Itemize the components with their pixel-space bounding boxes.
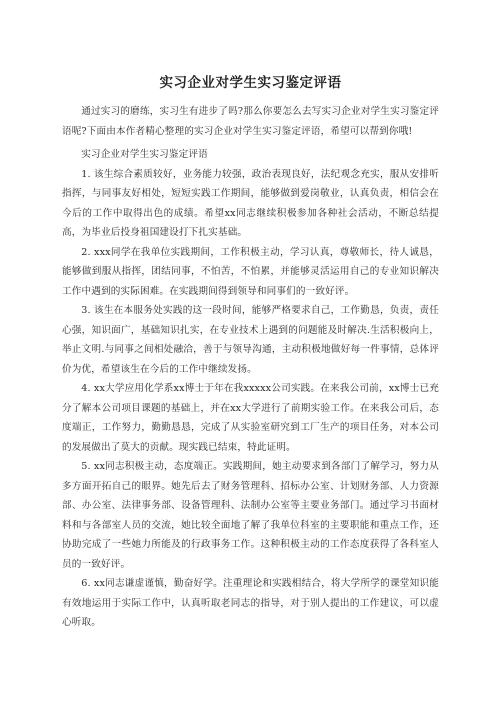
list-item: 5. xx同志积极主动，态度端正。实践期间，她主动要求到各部门了解学习，努力从多方面开拓自己的眼界。她先后去了财务管理科、招标办公室、计划财务部、人力资源部、办公室、法律事务部、设备管理科、法制办公室等主要业务部门。通过学习书面材料和与各部室人员的交流，她比较全面地了解了我单位科室的主要职能和重点工作，还协助完成了一些她力所能及的行政事务工作。这种积极主动的工作态度获得了各科室人员的一致好评。: [62, 461, 439, 570]
document-title: 实习企业对学生实习鉴定评语: [159, 75, 342, 91]
list-item: 1. 该生综合素质较好，业务能力较强，政治表现良好，法纪观念充实，服从安排听指挥，与同事友好相处，短短实践工作期间，能够做到爱岗敬业，认真负责，相信会在今后的工作中取得出色的成绩。希望xx同志继续积极参加各种社会活动，不断总结提高，为毕业后投身祖国建设打下扎实基础。: [62, 168, 439, 238]
section-label: 实习企业对学生实习鉴定评语: [81, 149, 208, 160]
list-item: 2. xxx同学在我单位实践期间，工作积极主动，学习认真，尊敬师长，待人诚恳，能够做到服从指挥，团结同事，不怕苦，不怕累，并能够灵活运用自己的专业知识解决工作中遇到的实际困难。在实践期间得到领导和同事们的一致好评。: [62, 246, 439, 297]
intro-paragraph: 通过实习的磨练，实习生有进步了吗?那么你要怎么去写实习企业对学生实习鉴定评语呢?下面由本作者精心整理的实习企业对学生实习鉴定评语，希望可以帮到你哦!: [62, 106, 439, 137]
list-item: 6. xx同志谦虚谨慎，勤奋好学。注重理论和实践相结合，将大学所学的课堂知识能有效地运用于实际工作中，认真听取老同志的指导，对于别人提出的工作建议，可以虚心听取。: [62, 578, 439, 628]
list-item: 3. 该生在本服务处实践的这一段时间，能够严格要求自己，工作勤恳，负责，责任心强，知识面广，基础知识扎实，在专业技术上遇到的问题能及时解决.生活积极向上，举止文明.与同事之间相处融洽，善于与领导沟通，主动积极地做好每一件事情，总体评价为优，希望该生在今后的工作中继续发扬。: [62, 305, 439, 375]
list-item: 4. xx大学应用化学系xx博士于年在我xxxxx公司实践。在来我公司前，xx博士已充分了解本公司项目课题的基础上，并在xx大学进行了前期实验工作。在来我公司后，态度端正，工作努力，勤勤恳恳，完成了从实验室研究到工厂生产的项目任务，对本公司的发展做出了莫大的贡献。现实践已结束，特此证明。: [62, 383, 439, 453]
